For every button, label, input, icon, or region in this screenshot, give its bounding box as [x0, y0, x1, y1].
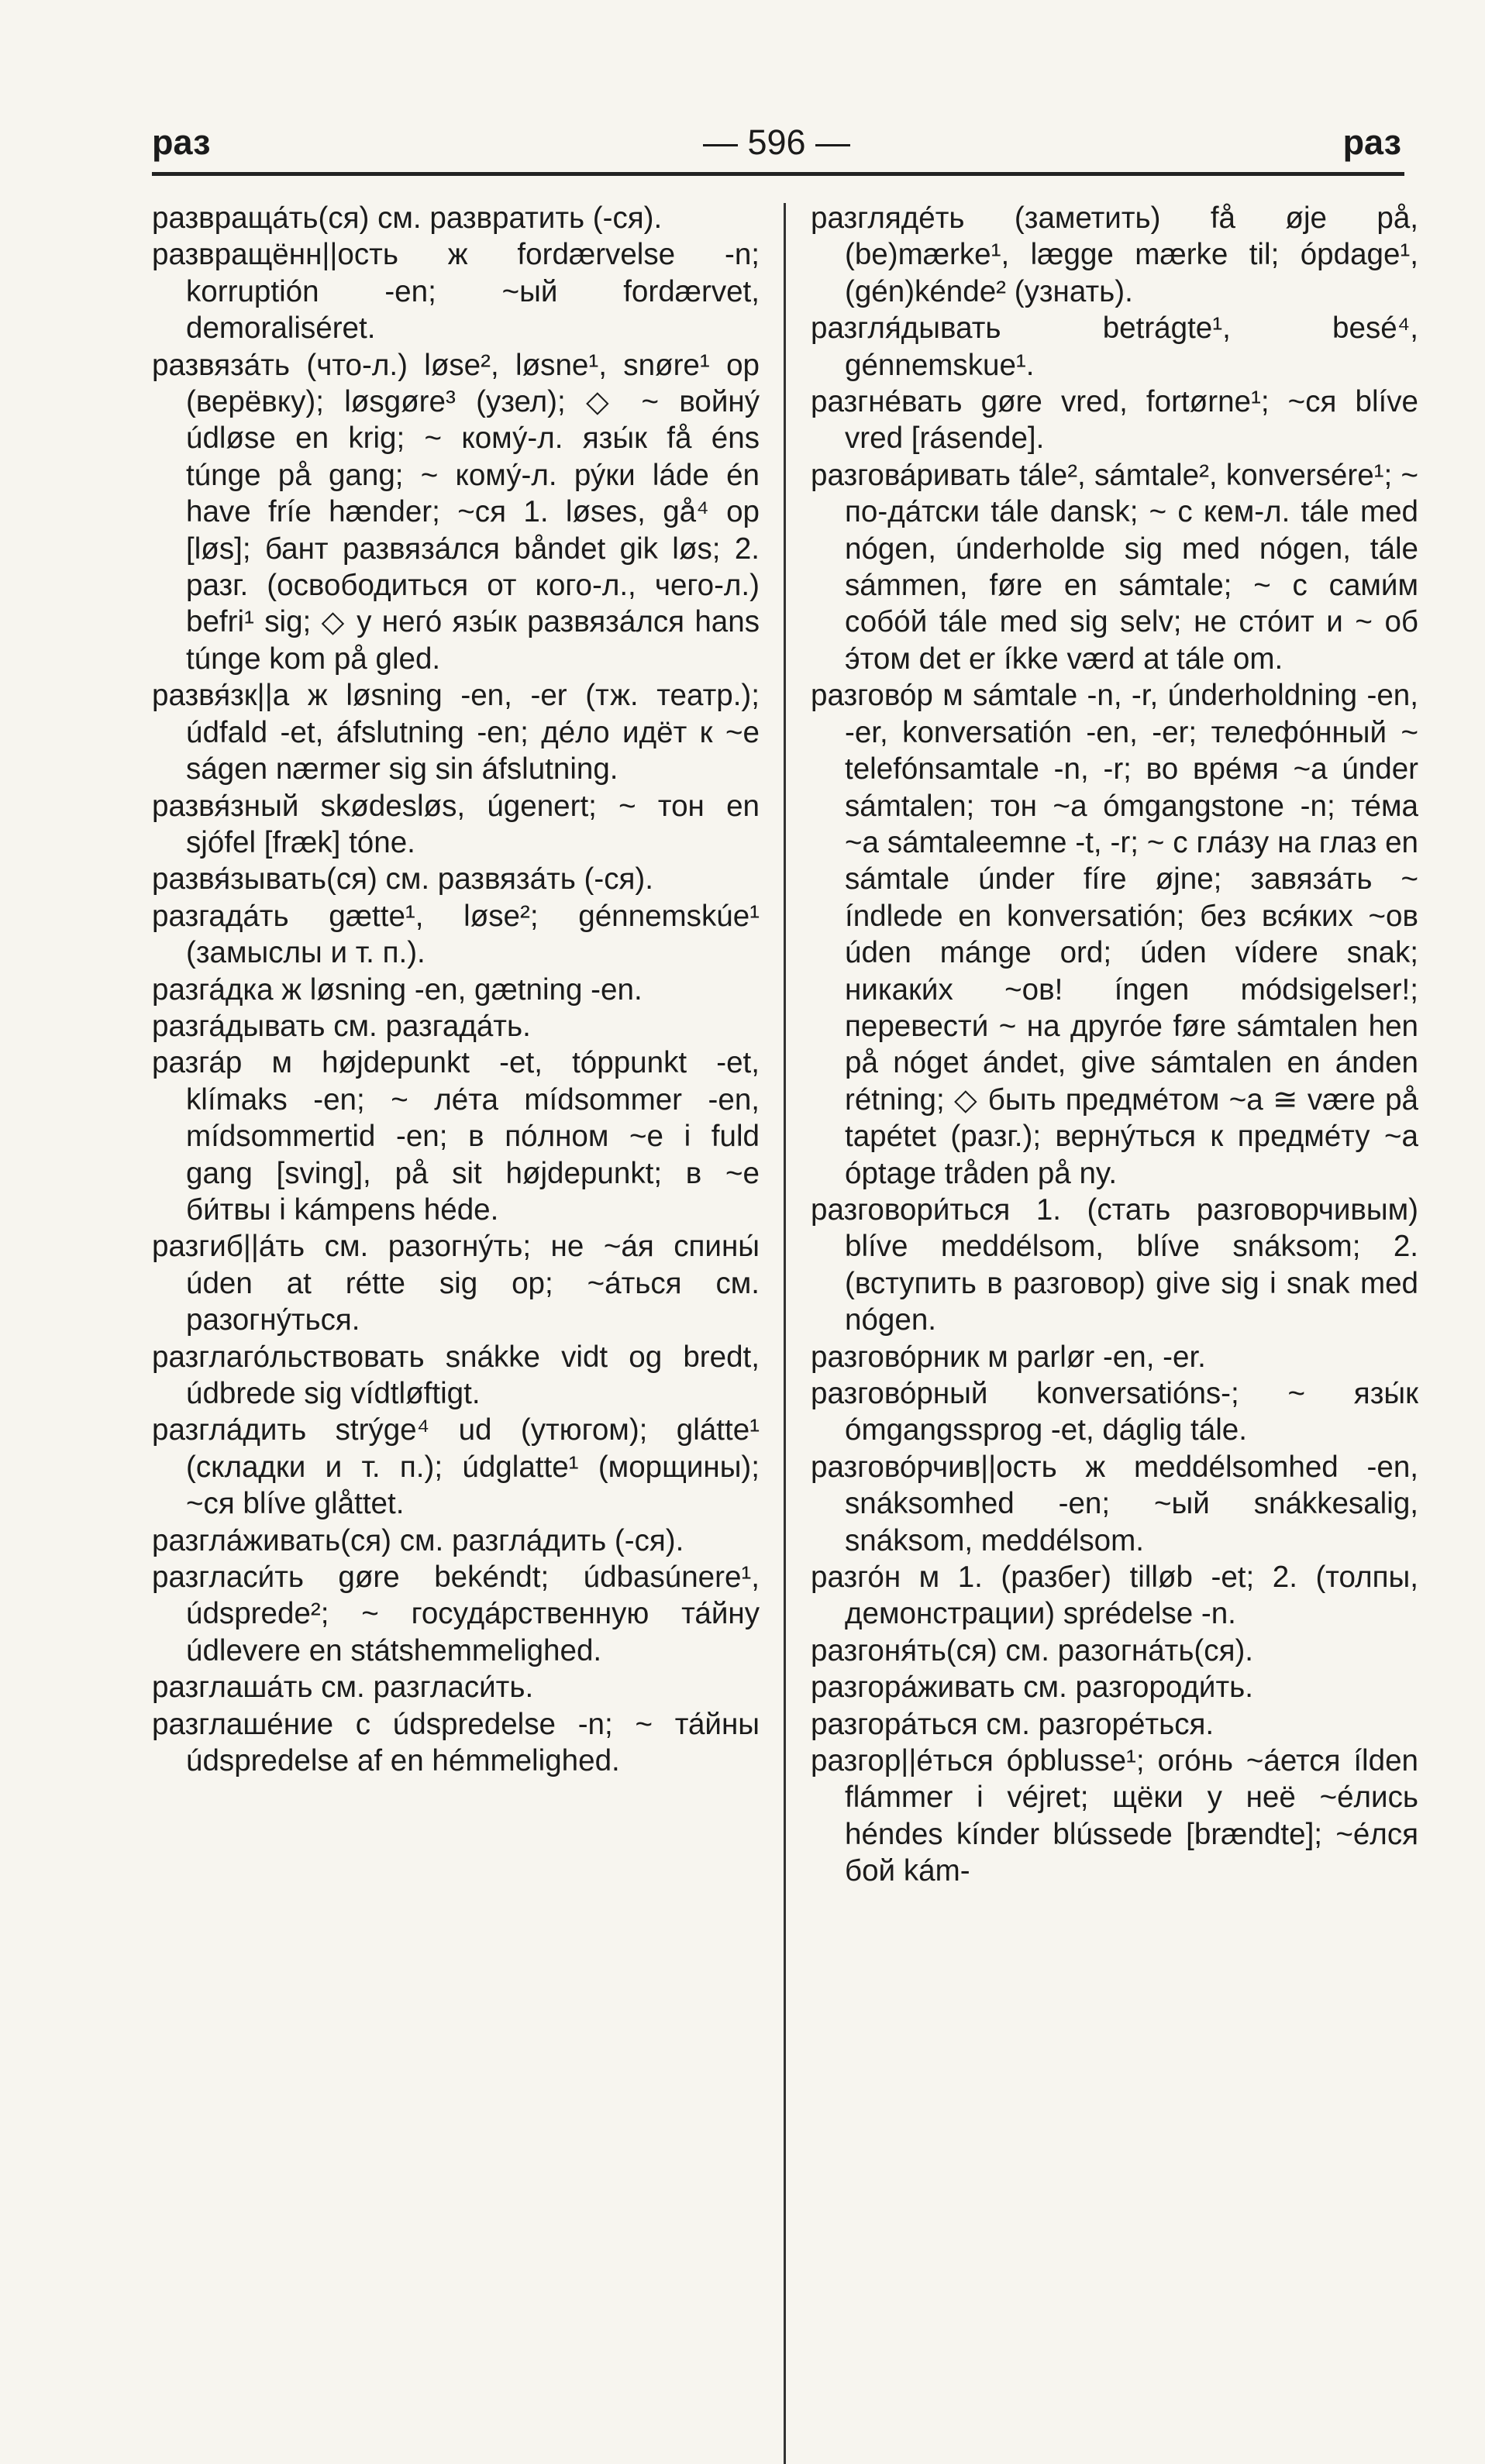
- column-divider: [784, 203, 786, 2464]
- dictionary-entry: разгиб||а́ть см. разогну́ть; не ~а́я спины́ úden at rétte sig op; ~а́ться см. разогну́ться.: [152, 1230, 760, 1337]
- left-column: [152, 200, 760, 1779]
- dictionary-entry: разглаша́ть см. разгласи́ть.: [152, 1671, 534, 1705]
- dictionary-entry: развя́зывать(ся) см. развяза́ть (-ся).: [152, 862, 653, 896]
- dictionary-entry: разга́дывать см. разгада́ть.: [152, 1009, 531, 1043]
- dictionary-entry: разга́р м højdepunkt -et, tóppunkt -et, klímaks -en; ~ ле́та mídsommer -en, mídsommertid -en; в по́лном ~е i fuld gang [sving], på sit højdepunkt; в ~е би́твы i kámpens héde.: [152, 1046, 760, 1227]
- dictionary-entry: разглаго́льствовать snákke vidt og bredt, údbrede sig vídtløftigt.: [152, 1340, 760, 1410]
- dictionary-entry: разгада́ть gætte¹, løse²; génnemskúe¹ (замыслы и т. п.).: [152, 899, 760, 970]
- dictionary-entry: разгляде́ть (заметить) få øje på, (be)mærke¹, lægge mærke til; ópdage¹, (gén)kénde² (узнать).: [811, 201, 1418, 308]
- dictionary-entry: разгор||е́ться ópblusse¹; ого́нь ~а́ется ílden flámmer i véjret; щёки у неё ~е́лись héndes kínder blússede [brændte]; ~е́лся бой kám-: [811, 1744, 1418, 1888]
- dictionary-entry: разгова́ривать tále², sámtale², konversére¹; ~ по-да́тски tále dansk; ~ с кем-л. tále med nógen, únderholde sig med nógen, tále sámmen, føre en sámtale; ~ с сами́м собо́й tále med sig selv; не сто́ит и ~ об э́том det er íkke værd at tále om.: [811, 458, 1418, 676]
- dictionary-entry: разго́н м 1. (разбег) tilløb -et; 2. (толпы, демонстрации) sprédelse -n.: [811, 1561, 1418, 1631]
- page-header: [152, 122, 1401, 177]
- dictionary-entry: разгла́живать(ся) см. разгла́дить (-ся).: [152, 1523, 684, 1557]
- dictionary-entry: развя́зк||а ж løsning -en, -er (тж. театр.); údfald -et, áfslutning -en; де́ло идёт к ~е ságen nærmer sig sin áfslutning.: [152, 679, 760, 786]
- dictionary-entry: разга́дка ж løsning -en, gætning -en.: [152, 972, 643, 1007]
- dictionary-entry: разгля́дывать betrágte¹, besé⁴, génnemskue¹.: [811, 311, 1418, 382]
- left-running-head: раз: [152, 122, 211, 162]
- dictionary-entry: разгласи́ть gøre bekéndt; údbasúnere¹, údsprede²; ~ госуда́рственную та́йну údlevere en státshemmelighed.: [152, 1561, 760, 1667]
- dictionary-entry: развяза́ть (что-л.) løse², løsne¹, snøre¹ op (верёвку); løsgøre³ (узел); ◇ ~ войну́ údløse en krig; ~ кому́-л. язы́к få éns túnge på gang; ~ кому́-л. ру́ки láde én have fríe hænder; ~ся 1. løses, gå⁴ op [løs]; бант развяза́лся båndet gik løs; 2. разг. (освободиться от кого-л., чего-л.) befri¹ sig; ◇ у него́ язы́к развяза́лся hans túnge kom på gled.: [152, 348, 760, 676]
- dictionary-entry: разгора́ться см. разгоре́ться.: [811, 1707, 1215, 1741]
- dictionary-entry: развя́зный skødesløs, úgenert; ~ тон en sjófel [fræk] tóne.: [152, 789, 760, 859]
- dictionary-entry: разгне́вать gøre vred, fortørne¹; ~ся blíve vred [rásende].: [811, 385, 1418, 456]
- dictionary-entry: разгово́рчив||ость ж meddélsomhed -en, snáksomhed -en; ~ый snákkesalig, snáksom, meddélsom.: [811, 1450, 1418, 1557]
- header-rule: [152, 172, 1404, 176]
- page-number: — 596 —: [702, 122, 851, 162]
- dictionary-entry: разгла́дить strýge⁴ ud (утюгом); glátte¹ (складки и т. п.); údglatte¹ (морщины); ~ся blíve glåttet.: [152, 1413, 760, 1521]
- dictionary-entry: разгово́рник м parlør -en, -er.: [811, 1340, 1206, 1374]
- dictionary-entry: разгово́р м sámtale -n, -r, únderholdning -en, -er, konversatión -en, -er; телефо́нный ~ telefónsamtale -n, -r; во вре́мя ~а únder sámtalen; тон ~а ómgangstone -n; те́ма ~а sámtaleemne -t, -r; ~ с гла́зу на глаз en sámtale únder fíre øjne; завяза́ть ~ índlede en konversatión; без вся́ких ~ов úden mánge ord; úden vídere snak; никаки́х ~ов! íngen módsigelser!; перевести́ ~ на друго́е føre sámtalen hen på nóget ándet, give sámtalen en ánden rétning; ◇ быть предме́том ~а ≅ være på tapétet (разг.); верну́ться к предме́ту ~а óptage tråden på ny.: [811, 679, 1418, 1190]
- dictionary-entry: разгово́рный konversatións-; ~ язы́к ómgangssprog -et, dáglig tále.: [811, 1377, 1418, 1447]
- dictionary-entry: развраща́ть(ся) см. развратить (-ся).: [152, 201, 663, 235]
- dictionary-entry: разгора́живать см. разгороди́ть.: [811, 1671, 1253, 1705]
- dictionary-entry: разглаше́ние с údspredelse -n; ~ та́йны údspredelse af en hémmelighed.: [152, 1707, 760, 1778]
- dictionary-entry: развращённ||ость ж fordærvelse -n; korruptión -en; ~ый fordærvet, demoraliséret.: [152, 238, 760, 346]
- right-running-head: раз: [1342, 122, 1401, 162]
- dictionary-entry: разговори́ться 1. (стать разговорчивым) blíve meddélsom, blíve snáksom; 2. (вступить в разговор) give sig i snak med nógen.: [811, 1192, 1418, 1337]
- dictionary-entry: разгоня́ть(ся) см. разогна́ть(ся).: [811, 1633, 1254, 1667]
- right-column: [811, 200, 1418, 1890]
